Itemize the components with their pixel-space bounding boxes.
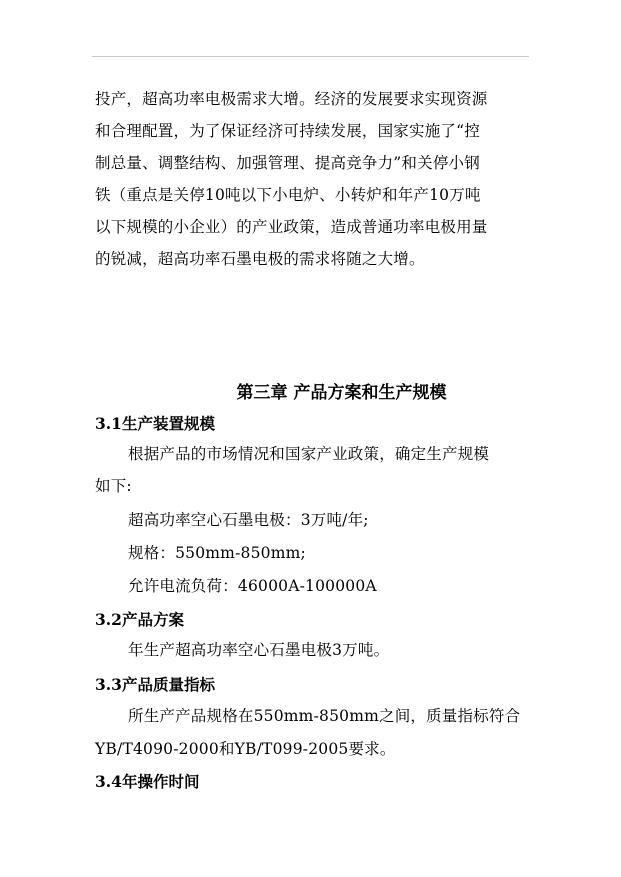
section-heading-3-4: 3.4年操作时间 xyxy=(95,772,200,791)
intro-line-1: 投产，超高功率电极需求大增。经济的发展要求实现资源 xyxy=(95,90,488,108)
section-heading-3-2: 3.2产品方案 xyxy=(95,610,184,629)
s33-body-line-1: 所生产产品规格在550mm-850mm之间，质量指标符合 xyxy=(128,707,521,725)
intro-line-4: 铁（重点是关停10吨以下小电炉、小转炉和年产10万吨 xyxy=(95,186,481,204)
s31-item-spec: 规格：550mm-850mm; xyxy=(128,544,306,562)
section-heading-3-1: 3.1生产装置规模 xyxy=(95,414,215,433)
s31-body-line-1: 根据产品的市场情况和国家产业政策，确定生产规模 xyxy=(128,445,490,463)
intro-line-5: 以下规模的小企业）的产业政策，造成普通功率电极用量 xyxy=(95,218,488,236)
s31-body-line-2: 如下: xyxy=(95,477,132,495)
intro-line-2: 和合理配置，为了保证经济可持续发展，国家实施了“控 xyxy=(95,122,480,140)
s33-body-line-2: YB/T4090-2000和YB/T099-2005要求。 xyxy=(95,740,396,758)
s31-item-capacity: 超高功率空心石墨电极：3万吨/年; xyxy=(128,511,369,529)
s31-item-current: 允许电流负荷：46000A-100000A xyxy=(128,577,377,595)
s32-body: 年生产超高功率空心石墨电极3万吨。 xyxy=(128,641,390,659)
intro-line-6: 的锐减，超高功率石墨电极的需求将随之大增。 xyxy=(95,250,425,268)
section-heading-3-3: 3.3产品质量指标 xyxy=(95,675,215,694)
intro-line-3: 制总量、调整结构、加强管理、提高竞争力”和关停小钢 xyxy=(95,154,480,172)
header-rule xyxy=(92,56,529,57)
chapter-title: 第三章 产品方案和生产规模 xyxy=(236,383,447,403)
